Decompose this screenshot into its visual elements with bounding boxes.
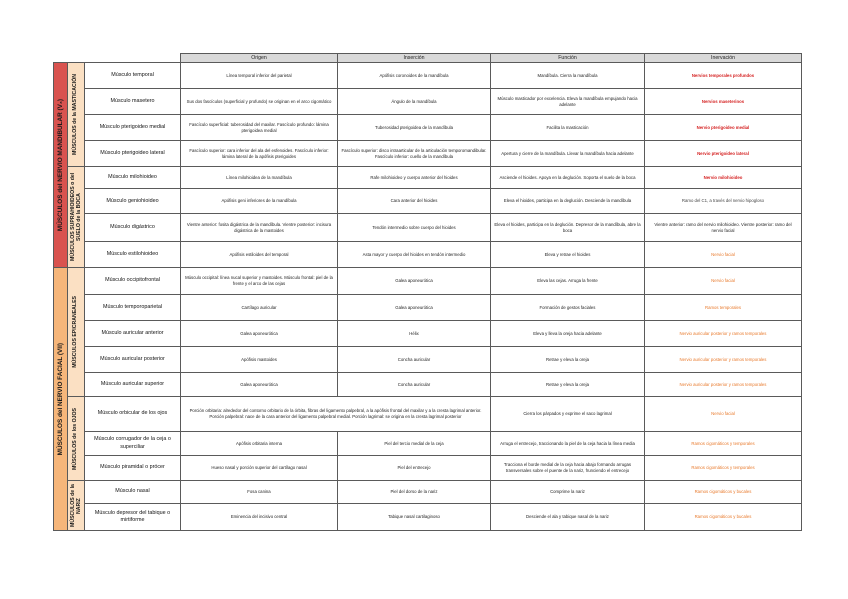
- funcion-cell: Desciende el ala y tabique nasal de la nariz: [491, 504, 645, 531]
- subgroup-label-nariz: MÚSCULOS de la NARIZ: [68, 481, 85, 531]
- funcion-cell: Facilita la masticación: [491, 115, 645, 141]
- table-row: [54, 504, 802, 531]
- insercion-cell: Hélix: [338, 321, 491, 347]
- origen-cell: Fascículo superficial: tuberosidad del maxilar. Fascículo profundo: lámina pterigoidea medial: [181, 115, 338, 141]
- table-row: [54, 167, 802, 189]
- inervacion-cell: Nervio auricular posterior y ramos temporales: [645, 321, 802, 347]
- insercion-cell: Galea aponeurótica: [338, 295, 491, 321]
- funcion-cell: Músculo masticador por excelencia. Eleva la mandíbula empujando hacia adelante: [491, 89, 645, 115]
- table-row: [54, 456, 802, 481]
- insercion-cell: Cara anterior del hioides: [338, 189, 491, 213]
- inervacion-cell: Vientre anterior: ramo del nervio milohioideo. Vientre posterior: ramo del nervio facial: [645, 213, 802, 242]
- table-row: [54, 141, 802, 167]
- inervacion-cell: Ramos temporales: [645, 295, 802, 321]
- table-row: [54, 189, 802, 213]
- origen-cell: Cartílago auricular: [181, 295, 338, 321]
- muscle-name: Músculo occipitofrontal: [85, 268, 181, 295]
- funcion-cell: Retrae y eleva la oreja: [491, 347, 645, 373]
- origen-cell: Fosa canina: [181, 481, 338, 504]
- insercion-cell: Concha auricular: [338, 347, 491, 373]
- funcion-cell: Tracciona el borde medial de la ceja hacia abajo formando arrugas transversales sobre el puente de la nariz, frunciendo el entrecejo: [491, 456, 645, 481]
- insercion-cell: Ángulo de la mandíbula: [338, 89, 491, 115]
- table-row: [54, 213, 802, 242]
- origen-cell: Eminencia del incisivo central: [181, 504, 338, 531]
- insercion-cell: Concha auricular: [338, 373, 491, 397]
- muscle-name: Músculo estilohioideo: [85, 242, 181, 268]
- funcion-cell: Retrae y eleva la oreja: [491, 373, 645, 397]
- funcion-cell: Comprime la nariz: [491, 481, 645, 504]
- corner-blank: [68, 54, 85, 63]
- header-funcion: Función: [491, 54, 645, 63]
- insercion-cell: Fascículo superior: disco intraarticular de la articulación temporomandibular. Fascículo inferior: cuello de la mandíbula: [338, 141, 491, 167]
- funcion-cell: Apertura y cierre de la mandíbula. Llevar la mandíbula hacia adelante: [491, 141, 645, 167]
- subgroup-label-suprahioideos: MÚSCULOS SUPRAHIOIDEOS o del SUELO de la BOCA: [68, 167, 85, 268]
- insercion-cell: Piel del entrecejo: [338, 456, 491, 481]
- muscle-name: Músculo pterigoideo medial: [85, 115, 181, 141]
- muscle-name: Músculo digástrico: [85, 213, 181, 242]
- subgroup-label-masticacion: MÚSCULOS de la MASTICACIÓN: [68, 63, 85, 167]
- insercion-cell: Tabique nasal cartilaginoso: [338, 504, 491, 531]
- inervacion-cell: Nervios temporales profundos: [645, 63, 802, 89]
- origen-cell: Apófisis estiloides del temporal: [181, 242, 338, 268]
- origen-cell: Galea aponeurótica: [181, 321, 338, 347]
- inervacion-cell: Nervio pterigoideo lateral: [645, 141, 802, 167]
- table-row: [54, 268, 802, 295]
- table-row: [54, 373, 802, 397]
- muscle-name: Músculo pterigoideo lateral: [85, 141, 181, 167]
- origen-cell: Línea temporal inferior del parietal: [181, 63, 338, 89]
- funcion-cell: Eleva y lleva la oreja hacia adelante: [491, 321, 645, 347]
- inervacion-cell: Ramos cigomáticos y temporales: [645, 432, 802, 456]
- funcion-cell: Formación de gestos faciales: [491, 295, 645, 321]
- group-label-facial: MÚSCULOS del NERVIO FACIAL (VII): [54, 268, 68, 531]
- origen-cell: Línea milohioidea de la mandíbula: [181, 167, 338, 189]
- funcion-cell: Arruga el entrecejo, traccionando la piel de la ceja hacia la línea media: [491, 432, 645, 456]
- funcion-cell: Eleva el hioides, participa en la deglución. Depresor de la mandíbula, abre la boca: [491, 213, 645, 242]
- table-row: [54, 432, 802, 456]
- table-row: [54, 115, 802, 141]
- muscle-table: [53, 53, 802, 531]
- funcion-cell: Mandíbula. Cierra la mandíbula: [491, 63, 645, 89]
- inervacion-cell: Ramos cigomáticos y bucales: [645, 481, 802, 504]
- header-origen: Origen: [181, 54, 338, 63]
- group-label-mandibular: MÚSCULOS del NERVIO MANDIBULAR (V₃): [54, 63, 68, 268]
- header-inervacion: Inervación: [645, 54, 802, 63]
- funcion-cell: Cierra los párpados y exprime el saco lagrimal: [491, 397, 645, 432]
- insercion-cell: Piel del dorso de la nariz: [338, 481, 491, 504]
- muscle-name: Músculo corrugador de la ceja o superciliar: [85, 432, 181, 456]
- origen-cell: Apófisis geni inferiores de la mandíbula: [181, 189, 338, 213]
- inervacion-cell: Nervio auricular posterior y ramos temporales: [645, 347, 802, 373]
- muscle-name: Músculo nasal: [85, 481, 181, 504]
- inervacion-cell: Nervio facial: [645, 268, 802, 295]
- funcion-cell: Eleva el hioides, participa en la deglución. Desciende la mandíbula: [491, 189, 645, 213]
- insercion-cell: Galea aponeurótica: [338, 268, 491, 295]
- insercion-cell: Apófisis coronoides de la mandíbula: [338, 63, 491, 89]
- header-insercion: Inserción: [338, 54, 491, 63]
- insercion-cell: Rafe milohioideo y cuerpo anterior del hioides: [338, 167, 491, 189]
- insercion-cell: Tuberosidad pterigoidea de la mandíbula: [338, 115, 491, 141]
- origen-cell: Sus dos fascículos (superficial y profundo) se originan en el arco cigomático: [181, 89, 338, 115]
- subgroup-label-ojos: MÚSCULOS de los OJOS: [68, 397, 85, 481]
- muscle-name: Músculo orbicular de los ojos: [85, 397, 181, 432]
- table-row: [54, 321, 802, 347]
- table-row: [54, 295, 802, 321]
- table-row: [54, 242, 802, 268]
- inervacion-cell: Ramo del C1, a través del nervio hipogloso: [645, 189, 802, 213]
- inervacion-cell: Nervio pterigoideo medial: [645, 115, 802, 141]
- insercion-cell: Asta mayor y cuerpo del hioides en tendón intermedio: [338, 242, 491, 268]
- origen-cell: Vientre anterior: fosita digástrica de la mandíbula. Vientre posterior: incisura digástrica de la mastoides: [181, 213, 338, 242]
- funcion-cell: Eleva y retrae el hioides: [491, 242, 645, 268]
- table-row: [54, 63, 802, 89]
- muscle-name: Músculo masetero: [85, 89, 181, 115]
- inervacion-cell: Nervio milohioideo: [645, 167, 802, 189]
- origen-cell: Fascículo superior: cara inferior del ala del esfenoides. Fascículo inferior: lámina lateral de la apófisis pterigoides: [181, 141, 338, 167]
- corner-blank: [85, 54, 181, 63]
- table-row: [54, 481, 802, 504]
- inervacion-cell: Nervio facial: [645, 242, 802, 268]
- table-row: [54, 347, 802, 373]
- insercion-cell: Tendón intermedio sobre cuerpo del hioides: [338, 213, 491, 242]
- muscle-name: Músculo auricular anterior: [85, 321, 181, 347]
- table-row: [54, 397, 802, 432]
- muscle-name: Músculo auricular posterior: [85, 347, 181, 373]
- muscle-name: Músculo auricular superior: [85, 373, 181, 397]
- inervacion-cell: Ramos cigomáticos y temporales: [645, 456, 802, 481]
- subgroup-label-epicraneales: MÚSCULOS EPICRANEALES: [68, 268, 85, 397]
- muscle-name: Músculo depresor del tabique o mirtiforme: [85, 504, 181, 531]
- muscle-name: Músculo piramidal o prócer: [85, 456, 181, 481]
- origen-cell: Apófisis orbitaria interna: [181, 432, 338, 456]
- origen-cell: Apófisis mastoides: [181, 347, 338, 373]
- corner-blank: [54, 54, 68, 63]
- muscle-name: Músculo temporal: [85, 63, 181, 89]
- muscle-name: Músculo milohioideo: [85, 167, 181, 189]
- inervacion-cell: Nervios maseterinos: [645, 89, 802, 115]
- funcion-cell: Asciende el hioides. Apoya en la deglución. Soporta el suelo de la boca: [491, 167, 645, 189]
- inervacion-cell: Nervio auricular posterior y ramos temporales: [645, 373, 802, 397]
- funcion-cell: Eleva las cejas. Arruga la frente: [491, 268, 645, 295]
- inervacion-cell: Ramos cigomáticos y bucales: [645, 504, 802, 531]
- origen-cell: Porción orbitaria: alrededor del contorno orbitario de la órbita, fibras del ligamento palpebral, a la apófisis frontal del maxilar y a la cresta lagrimal anterior. Porción palpebral: nace de la cara anterior del ligamento palpebral medial. Porción lagrimal: se origina en la cresta lagrimal posterior: [181, 397, 491, 432]
- table-row: [54, 89, 802, 115]
- origen-cell: Músculo occipital: línea nucal superior y mastoides. Músculo frontal: piel de la frente y el arco de las cejas: [181, 268, 338, 295]
- origen-cell: Hueso nasal y porción superior del cartílago nasal: [181, 456, 338, 481]
- insercion-cell: Piel del tercio medial de la ceja: [338, 432, 491, 456]
- muscle-name: Músculo temporoparietal: [85, 295, 181, 321]
- muscle-name: Músculo geniohioideo: [85, 189, 181, 213]
- origen-cell: Galea aponeurótica: [181, 373, 338, 397]
- inervacion-cell: Nervio facial: [645, 397, 802, 432]
